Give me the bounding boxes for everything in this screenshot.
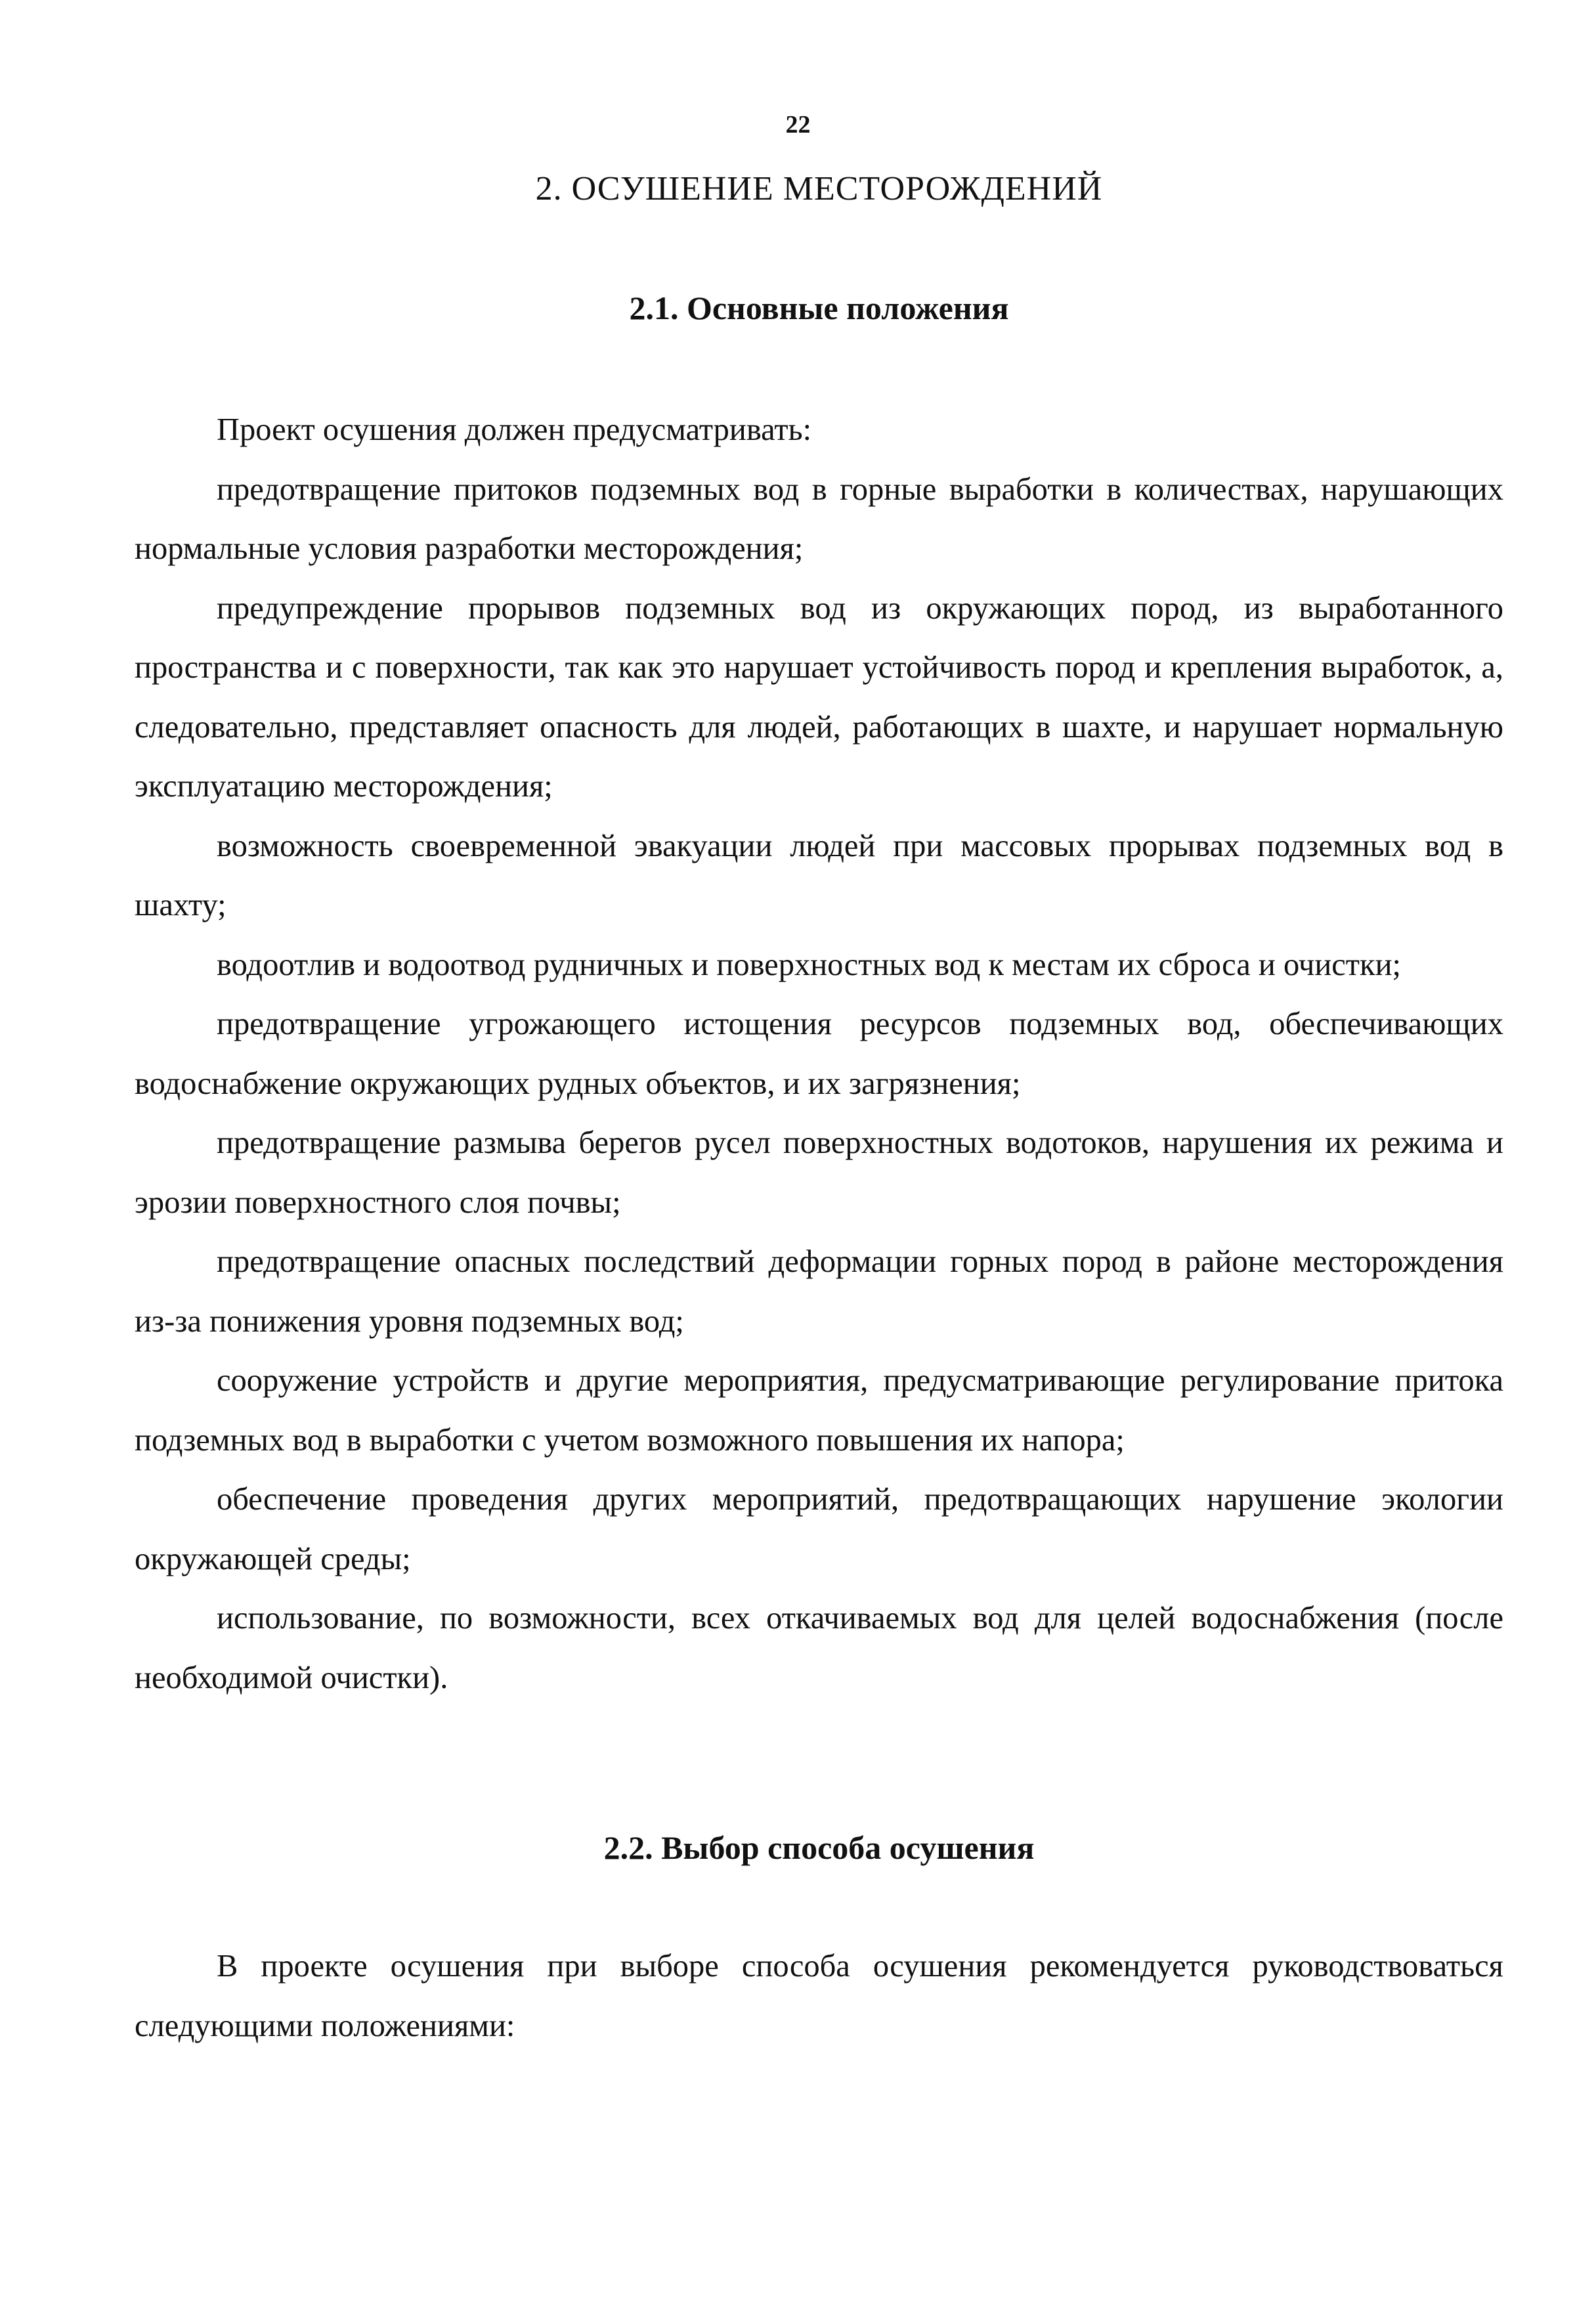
page-number: 22 <box>785 111 811 139</box>
paragraph-item: возможность своевременной эвакуации людей при массовых прорывах подземных вод в шахту; <box>135 828 1503 922</box>
paragraph-intro: Проект осушения должен предусматривать: <box>217 412 812 447</box>
paragraph-item: предотвращение угрожающего истощения ресурсов подземных вод, обеспечивающих водоснабжение окружающих рудных объектов, и их загрязнения; <box>135 1007 1503 1101</box>
paragraph-item: обеспечение проведения других мероприятий, предотвращающих нарушение экологии окружающей среды; <box>135 1482 1503 1576</box>
section-title-basic-provisions: 2.1. Основные положения <box>629 290 1009 326</box>
paragraph-item: предотвращение опасных последствий деформации горных пород в районе месторождения из-за понижения уровня подземных вод; <box>135 1244 1503 1339</box>
paragraph-item: предупреждение прорывов подземных вод из окружающих пород, из выработанного пространства и с поверхности, так как это нарушает устойчивость пород и крепления выработок, а, следовательно, представляет опасность для людей, работающих в шахте, и нарушает нормальную эксплуатацию месторождения; <box>135 590 1503 804</box>
section-drainage-method-body <box>135 1937 1503 2056</box>
paragraph-item: водоотлив и водоотвод рудничных и поверхностных вод к местам их сброса и очистки; <box>217 947 1401 982</box>
paragraph-item: использование, по возможности, всех откачиваемых вод для целей водоснабжения (после необходимой очистки). <box>135 1601 1503 1695</box>
paragraph-item: В проекте осушения при выборе способа осушения рекомендуется руководствоваться следующими положениями: <box>135 1949 1503 2043</box>
paragraph-item: предотвращение притоков подземных вод в горные выработки в количествах, нарушающих нормальные условия разработки месторождения; <box>135 471 1503 566</box>
section-title-drainage-method: 2.2. Выбор способа осушения <box>603 1829 1035 1866</box>
paragraph-item: сооружение устройств и другие мероприятия, предусматривающие регулирование притока подземных вод в выработки с учетом возможного повышения их напора; <box>135 1363 1503 1458</box>
section-basic-provisions-body <box>135 401 1503 1708</box>
paragraph-item: предотвращение размыва берегов русел поверхностных водотоков, нарушения их режима и эрозии поверхностного слоя почвы; <box>135 1125 1503 1220</box>
chapter-title: 2. ОСУШЕНИЕ МЕСТОРОЖДЕНИЙ <box>535 170 1103 207</box>
